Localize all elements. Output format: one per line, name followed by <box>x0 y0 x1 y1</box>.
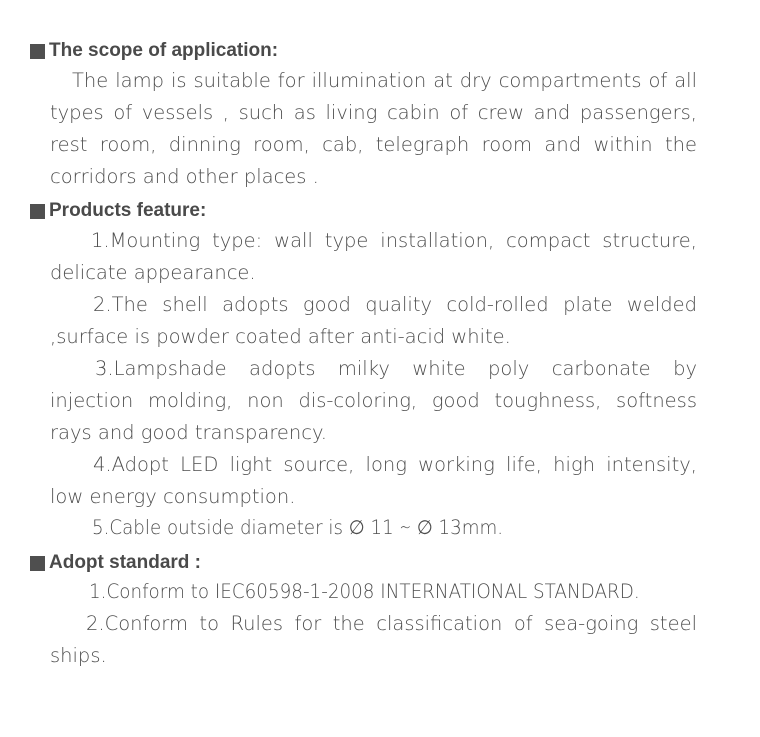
feature-4-line-1: 4.Adopt LED light source, long working life, high intensity, <box>93 453 697 476</box>
feature-5-line-1: 5.Cable outside diameter is ∅ 11 ∼ ∅ 13mm. <box>92 516 504 539</box>
section-heading-standard <box>30 551 201 575</box>
feature-3-line-1: 3.Lampshade adopts milky white poly carbonate by <box>95 357 697 380</box>
feature-3-line-3: rays and good transparency. <box>50 421 327 444</box>
feature-4-line-2: low energy consumption. <box>50 485 296 508</box>
standard-2-line-1: 2.Conform to Rules for the classification of sea-going steel <box>86 612 697 635</box>
scope-line-3: rest room, dinning room, cab, telegraph room and within the <box>50 133 697 156</box>
square-bullet-icon <box>30 556 45 571</box>
feature-2-line-2: ,surface is powder coated after anti-acid white. <box>50 325 511 348</box>
feature-1-line-2: delicate appearance. <box>50 261 256 284</box>
square-bullet-icon <box>30 204 45 219</box>
section-heading-text: Products feature: <box>49 200 207 221</box>
standard-2-line-2: ships. <box>50 644 107 667</box>
feature-2-line-1: 2.The shell adopts good quality cold-rolled plate welded <box>93 293 697 316</box>
standard-1-line-1: 1.Conform to IEC60598-1-2008 INTERNATIONAL STANDARD. <box>89 580 640 603</box>
square-bullet-icon <box>30 44 45 59</box>
scope-line-4: corridors and other places . <box>50 165 319 188</box>
scope-line-1: The lamp is suitable for illumination at dry compartments of all <box>72 69 697 92</box>
section-heading-scope <box>30 39 278 63</box>
section-heading-text: The scope of application: <box>49 40 279 61</box>
section-heading-features <box>30 199 206 223</box>
feature-3-line-2: injection molding, non dis-coloring, good toughness, softness <box>50 389 697 412</box>
feature-1-line-1: 1.Mounting type: wall type installation, compact structure, <box>91 229 697 252</box>
scope-line-2: types of vessels , such as living cabin of crew and passengers, <box>50 101 697 124</box>
section-heading-text: Adopt standard : <box>49 552 201 573</box>
